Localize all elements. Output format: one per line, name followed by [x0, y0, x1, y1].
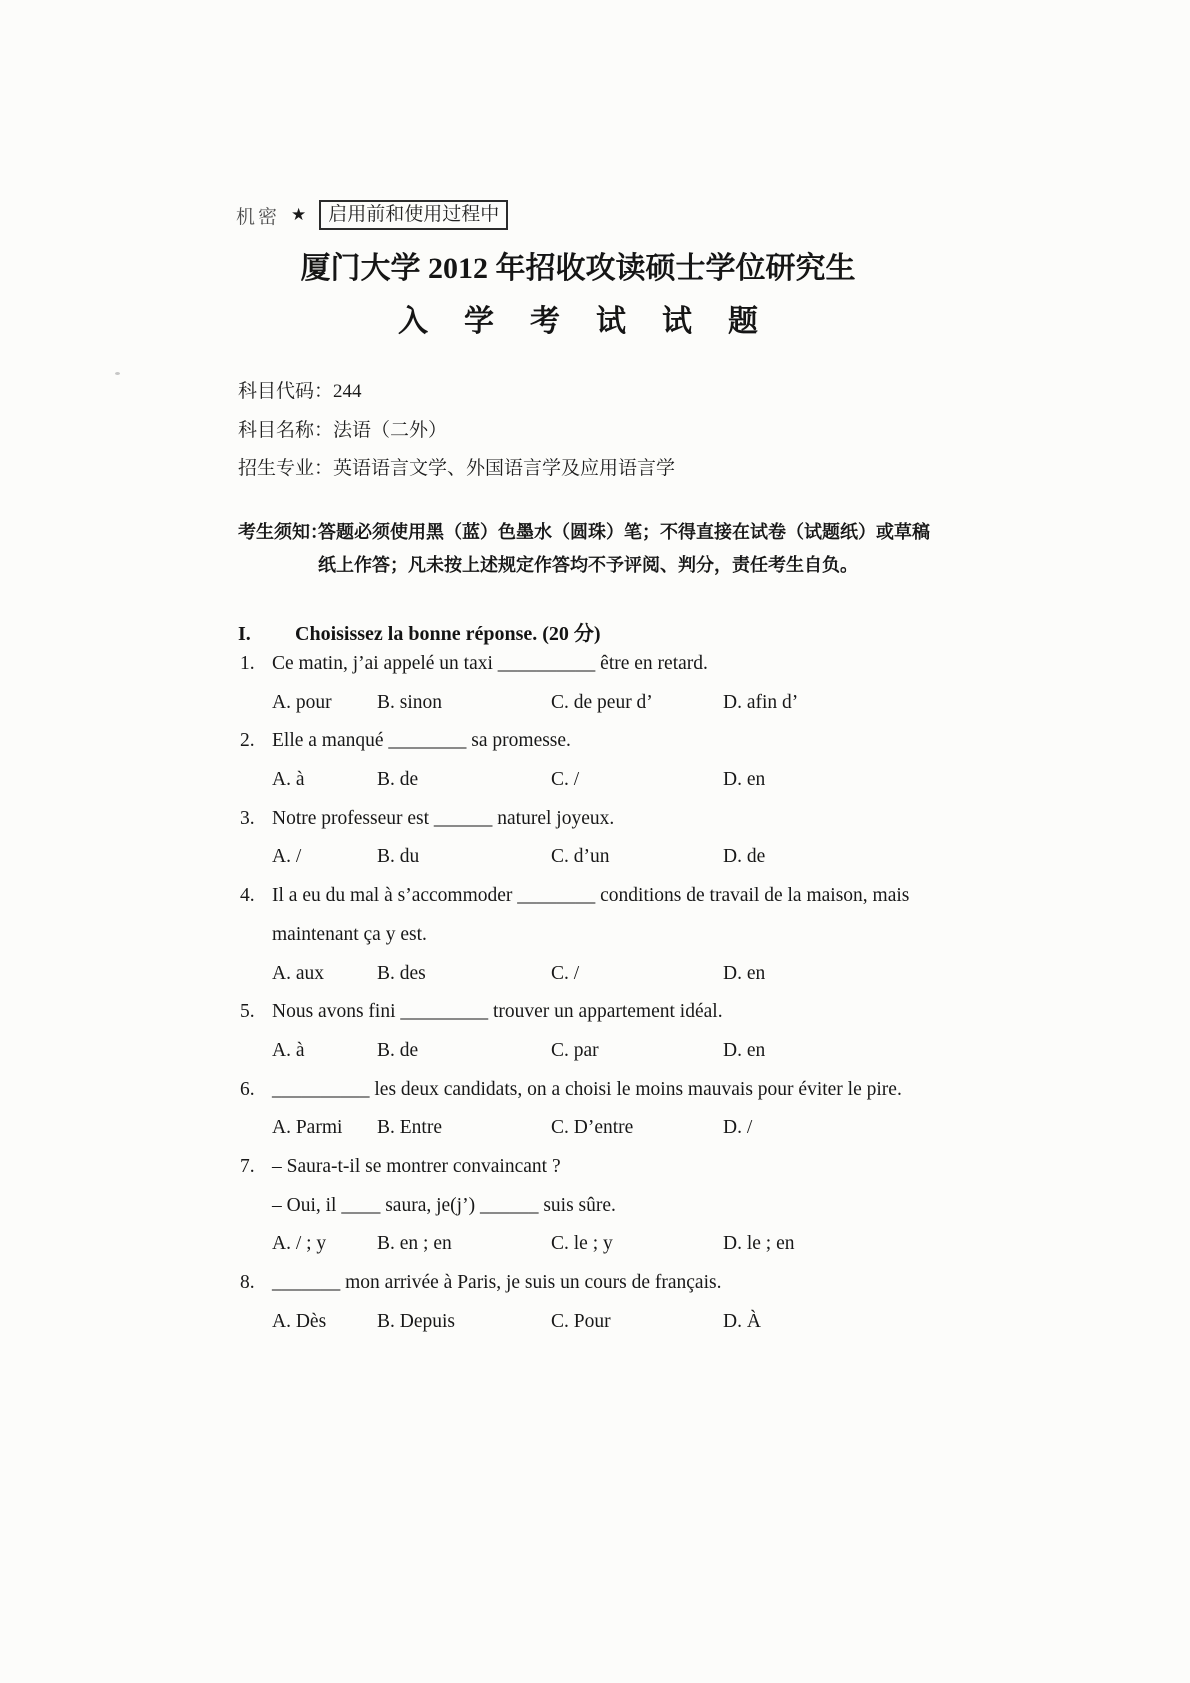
option-a: A. pour — [272, 691, 332, 713]
exam-title-line2: 入学考试试题 — [398, 305, 794, 338]
option-a: A. à — [272, 769, 305, 791]
question-3 — [238, 800, 998, 877]
option-c: C. d’un — [551, 846, 610, 868]
question-2 — [238, 722, 998, 799]
option-b: B. en ; en — [377, 1233, 452, 1255]
option-a: A. à — [272, 1039, 305, 1061]
questions-list — [238, 645, 998, 1341]
option-b: B. des — [377, 962, 426, 984]
options-row — [238, 1109, 998, 1148]
question-line — [238, 993, 998, 1032]
question-6 — [238, 1071, 998, 1148]
question-number: 7. — [240, 1155, 255, 1177]
question-number: 4. — [240, 885, 255, 907]
options-row — [238, 761, 998, 800]
question-text: – Oui, il ____ saura, je(j’) ______ suis sûre. — [272, 1194, 616, 1216]
option-c: C. le ; y — [551, 1233, 613, 1255]
question-line — [238, 1148, 998, 1187]
question-text: Ce matin, j’ai appelé un taxi __________ être en retard. — [272, 653, 708, 674]
question-number: 3. — [240, 807, 255, 829]
question-line — [238, 722, 998, 761]
question-5 — [238, 993, 998, 1070]
option-b: B. du — [377, 846, 420, 868]
scan-artifact-speck — [115, 372, 120, 375]
question-line — [238, 1264, 998, 1303]
option-c: C. / — [551, 769, 580, 791]
question-text: Elle a manqué ________ sa promesse. — [272, 730, 571, 752]
option-d: D. en — [723, 962, 766, 984]
option-b: B. de — [377, 1039, 419, 1061]
option-a: A. / ; y — [272, 1233, 327, 1255]
option-b: B. Depuis — [377, 1310, 455, 1332]
options-row — [238, 1303, 998, 1342]
option-d: D. À — [723, 1310, 761, 1332]
subject-name-row — [238, 415, 447, 442]
usage-scope-box: 启用前和使用过程中 — [319, 200, 508, 230]
option-d: D. afin d’ — [723, 691, 799, 713]
question-line-continued — [238, 1187, 998, 1226]
option-c: C. Pour — [551, 1310, 611, 1332]
question-number: 8. — [240, 1272, 255, 1293]
options-row — [238, 1032, 998, 1071]
major-label: 招生专业： — [238, 458, 334, 479]
option-a: A. aux — [272, 962, 324, 984]
notice-label: 考生须知： — [238, 522, 328, 542]
notice-line-2: 纸上作答；凡未按上述规定作答均不予评阅、判分，责任考生自负。 — [318, 555, 858, 575]
option-d: D. le ; en — [723, 1233, 795, 1255]
notice-text-line1: 答题必须使用黑（蓝）色墨水（圆珠）笔；不得直接在试卷（试题纸）或草稿 — [318, 522, 930, 542]
question-line — [238, 1071, 998, 1110]
question-text: Nous avons fini _________ trouver un appartement idéal. — [272, 1001, 723, 1023]
option-a: A. Dès — [272, 1310, 327, 1332]
question-8 — [238, 1264, 998, 1341]
option-d: D. de — [723, 846, 766, 868]
confidential-label: 机密 — [236, 206, 281, 228]
question-line — [238, 800, 998, 839]
question-line-continued — [238, 916, 998, 955]
question-4 — [238, 877, 998, 993]
question-number: 2. — [240, 730, 255, 752]
option-d: D. en — [723, 769, 766, 791]
question-number: 1. — [240, 653, 255, 674]
question-text: Il a eu du mal à s’accommoder ________ conditions de travail de la maison, mais — [272, 885, 910, 907]
notice-line-1 — [238, 518, 930, 544]
star-icon: ★ — [291, 205, 307, 224]
major-row — [238, 453, 675, 480]
option-c: C. D’entre — [551, 1117, 634, 1139]
section-title: Choisissez la bonne réponse. (20 分) — [295, 623, 601, 645]
options-row — [238, 684, 998, 723]
option-c: C. de peur d’ — [551, 691, 653, 713]
question-7 — [238, 1148, 998, 1264]
question-number: 6. — [240, 1078, 255, 1100]
option-b: B. sinon — [377, 691, 443, 713]
option-c: C. par — [551, 1039, 599, 1061]
question-text: __________ les deux candidats, on a choisi le moins mauvais pour éviter le pire. — [272, 1078, 902, 1100]
options-row — [238, 955, 998, 994]
subject-name-value: 法语（二外） — [333, 420, 448, 441]
major-value: 英语语言文学、外国语言学及应用语言学 — [333, 458, 676, 479]
question-text: _______ mon arrivée à Paris, je suis un cours de français. — [272, 1272, 722, 1293]
option-b: B. Entre — [377, 1117, 442, 1139]
exam-title-line1: 厦门大学 2012 年招收攻读硕士学位研究生 — [300, 252, 856, 285]
option-a: A. / — [272, 846, 302, 868]
option-d: D. en — [723, 1039, 766, 1061]
question-number: 5. — [240, 1001, 255, 1023]
option-b: B. de — [377, 769, 419, 791]
classification-banner — [236, 200, 508, 230]
question-text: Notre professeur est ______ naturel joyeux. — [272, 807, 615, 829]
subject-name-label: 科目名称： — [238, 420, 334, 441]
question-line — [238, 877, 998, 916]
question-1 — [238, 645, 998, 722]
subject-code-value: 244 — [333, 381, 362, 402]
subject-code-row — [238, 376, 362, 403]
option-d: D. / — [723, 1117, 753, 1139]
options-row — [238, 838, 998, 877]
option-c: C. / — [551, 962, 580, 984]
option-a: A. Parmi — [272, 1117, 343, 1139]
options-row — [238, 1225, 998, 1264]
question-text: – Saura-t-il se montrer convaincant ? — [272, 1155, 561, 1177]
section-number: I. — [238, 623, 251, 645]
section-heading — [238, 617, 601, 646]
question-text: maintenant ça y est. — [272, 923, 427, 945]
subject-code-label: 科目代码： — [238, 381, 334, 402]
question-line — [238, 645, 998, 684]
